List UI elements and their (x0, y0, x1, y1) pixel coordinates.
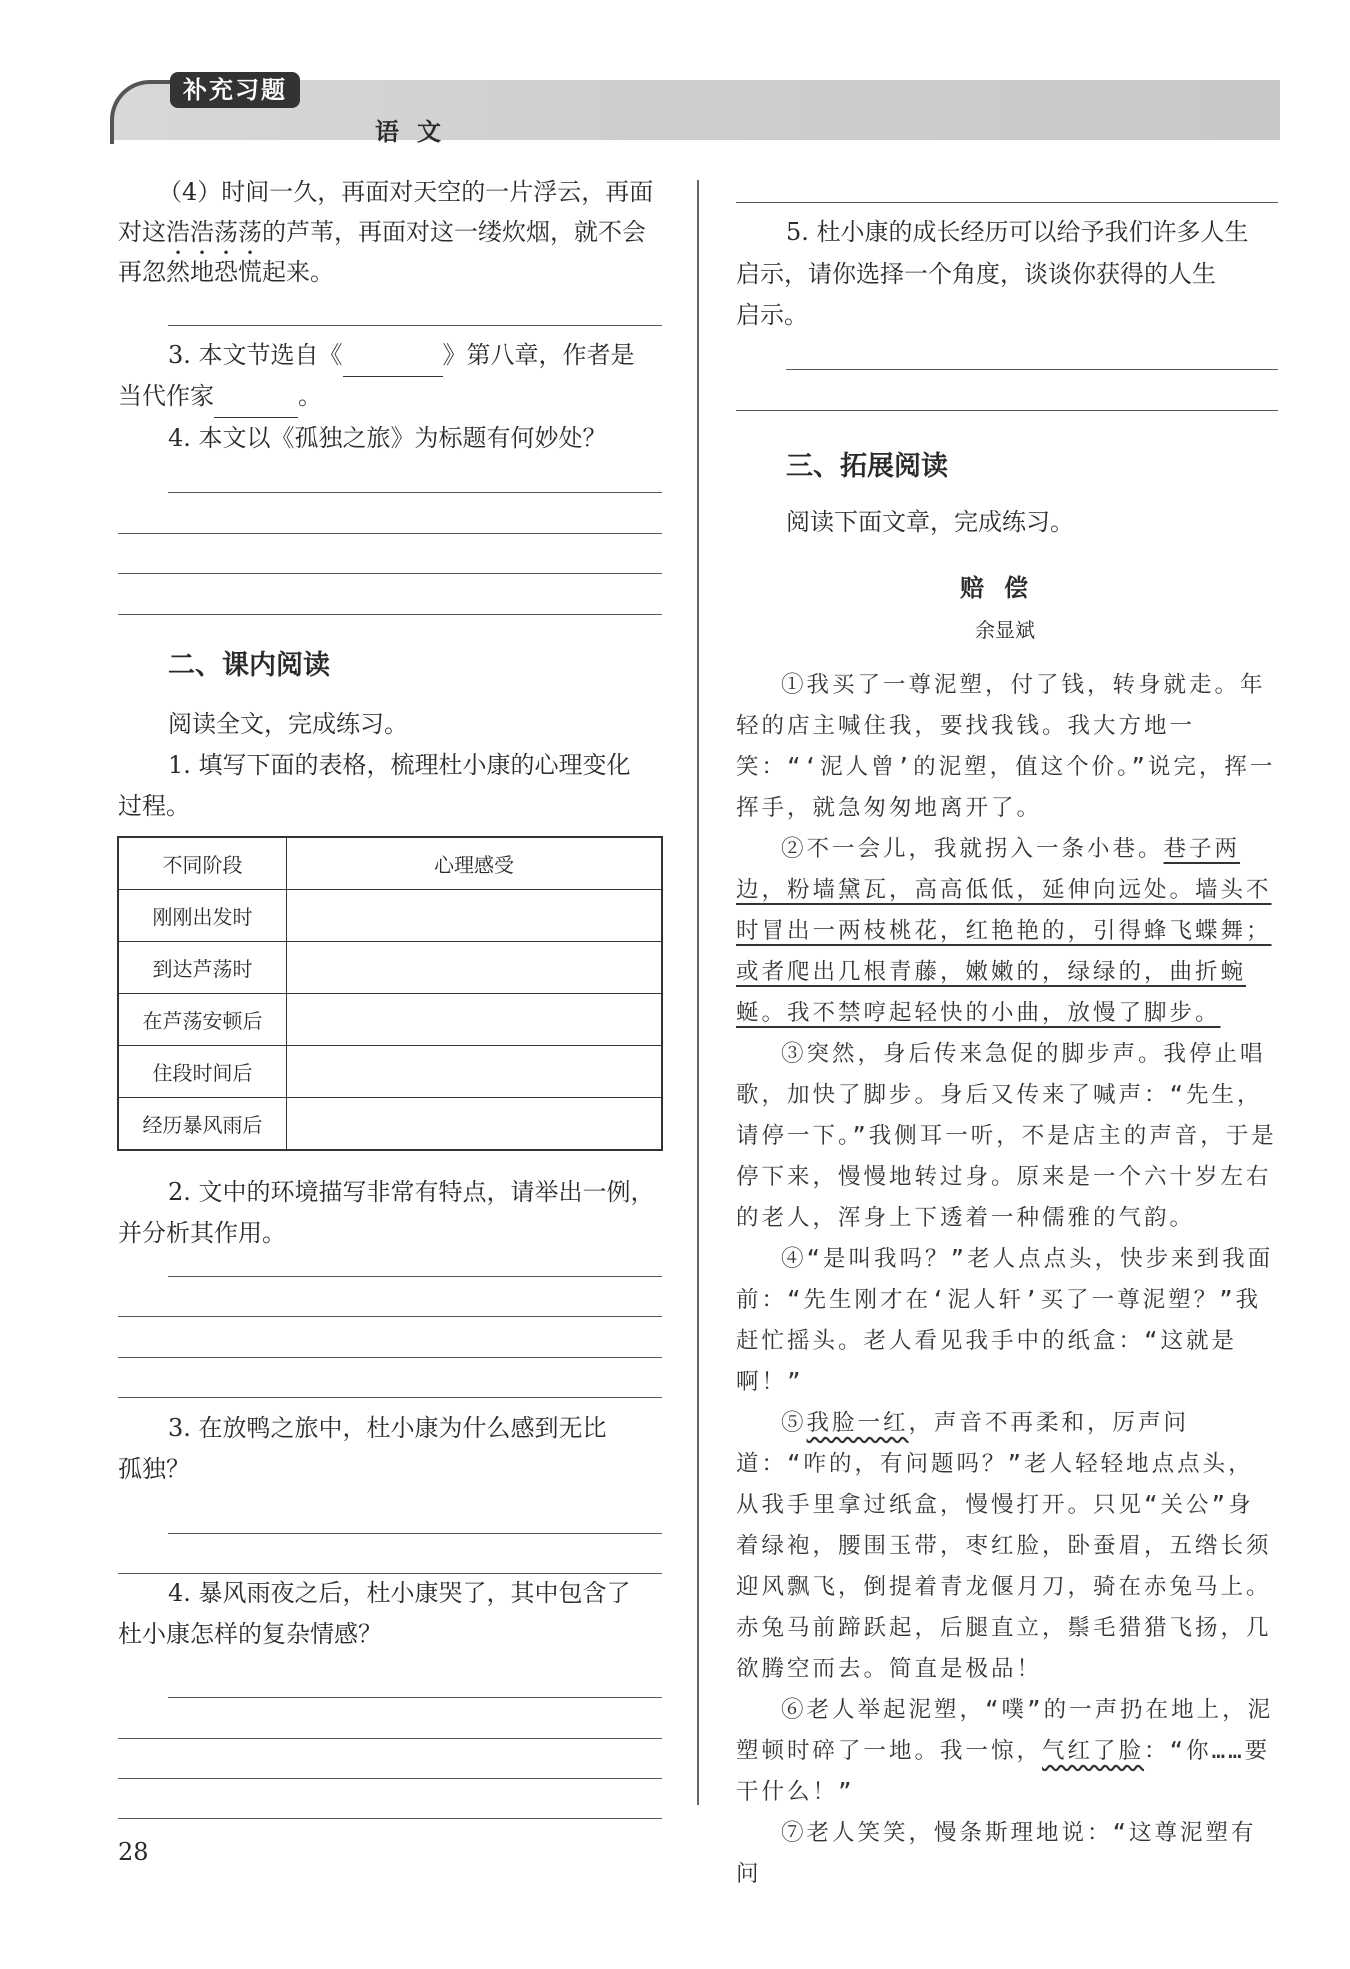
task-4-line2: 杜小康怎样的复杂情感？ (118, 1620, 382, 1648)
answer-line[interactable] (736, 202, 1278, 203)
blank-author[interactable] (214, 376, 298, 418)
answer-line[interactable] (118, 614, 662, 615)
header-subject: 语文 (375, 118, 459, 146)
task-4-line1: 4. 暴风雨夜之后，杜小康哭了，其中包含了 (168, 1579, 631, 1607)
stage-cell: 刚刚出发时 (118, 890, 287, 942)
stage-cell: 到达芦荡时 (118, 942, 287, 994)
answer-line[interactable] (168, 492, 662, 493)
section-2-instruction: 阅读全文，完成练习。 (168, 710, 408, 738)
paragraph-3: ③突然，身后传来急促的脚步声。我停止唱歌，加快了脚步。身后又传来了喊声：“先生，请停一下。”我侧耳一听，不是店主的声音，于是停下来，慢慢地转过身。原来是一个六十岁左右的老人，浑身上下透着一种儒雅的气韵。 (736, 1041, 1277, 1231)
underlined-passage: 巷子两边，粉墙黛瓦，高高低低，延伸向远处。墙头不时冒出一两枝桃花，红艳艳的，引得蜂飞蝶舞；或者爬出几根青藤，嫩嫩的，绿绿的，曲折蜿蜒。我不禁哼起轻快的小曲，放慢了脚步。 (736, 836, 1272, 1026)
section-3-heading: 三、拓展阅读 (786, 451, 948, 482)
answer-cell[interactable] (287, 994, 663, 1046)
answer-line[interactable] (168, 1276, 662, 1277)
question-5-line3: 启示。 (736, 301, 808, 329)
answer-line[interactable] (118, 1778, 662, 1779)
header-tag: 补充习题 (170, 72, 300, 108)
psychology-table (117, 836, 663, 1151)
task-3-line1: 3. 在放鸭之旅中，杜小康为什么感到无比 (168, 1414, 607, 1442)
item4-line2: 对这浩浩荡荡的芦苇，再面对这一缕炊烟，就不会 (118, 218, 646, 246)
answer-cell[interactable] (287, 1098, 663, 1151)
question-5-line2: 启示，请你选择一个角度，谈谈你获得的人生 (736, 260, 1216, 288)
answer-line[interactable] (118, 533, 662, 534)
article-title: 赔偿 (960, 573, 1048, 602)
stage-cell: 住段时间后 (118, 1046, 287, 1098)
answer-line[interactable] (736, 410, 1278, 411)
item4-line3: 再忽然地恐慌起来。 (118, 258, 334, 286)
section-2-heading: 二、课内阅读 (168, 650, 330, 681)
answer-line[interactable] (118, 1818, 662, 1819)
paragraph-5: ⑤我脸一红，声音不再柔和，厉声问道：“咋的，有问题吗？”老人轻轻地点点头，从我手里拿过纸盒，慢慢打开。只见“关公”身着绿袍，腰围玉带，枣红脸，卧蚕眉，五绺长须迎风飘飞，倒提着青龙偃月刀，骑在赤兔马上。赤兔马前蹄跃起，后腿直立，鬃毛猎猎飞扬，几欲腾空而去。简直是极品！ (736, 1410, 1272, 1682)
article-author: 余显斌 (975, 618, 1035, 642)
wavy-underlined-phrase: 我脸一红 (806, 1410, 909, 1436)
item4-line1: （4）时间一久，再面对天空的一片浮云，再面 (158, 178, 654, 206)
answer-line[interactable] (118, 1316, 662, 1317)
column-divider (697, 180, 699, 1805)
task-1-line2: 过程。 (118, 792, 190, 820)
stage-cell: 在芦荡安顿后 (118, 994, 287, 1046)
answer-cell[interactable] (287, 890, 663, 942)
answer-line[interactable] (118, 573, 662, 574)
paragraph-1: ①我买了一尊泥塑，付了钱，转身就走。年轻的店主喊住我，要找我钱。我大方地一笑：“‘泥人曾’的泥塑，值这个价。”说完，挥一挥手，就急匆匆地离开了。 (736, 672, 1276, 821)
answer-cell[interactable] (287, 942, 663, 994)
answer-line[interactable] (168, 1533, 662, 1534)
question-4: 4. 本文以《孤独之旅》为标题有何妙处？ (168, 424, 607, 452)
answer-line[interactable] (786, 369, 1278, 370)
wavy-underlined-phrase: 气红了脸 (1042, 1738, 1145, 1764)
paragraph-4: ④“是叫我吗？”老人点点头，快步来到我面前：“先生刚才在‘泥人轩’买了一尊泥塑？”我赶忙摇头。老人看见我手中的纸盒：“这就是啊！” (736, 1246, 1274, 1395)
answer-cell[interactable] (287, 1046, 663, 1098)
task-3-line2: 孤独？ (118, 1455, 190, 1483)
answer-line[interactable] (118, 1397, 662, 1398)
paragraph-6: ⑥老人举起泥塑，“噗”的一声扔在地上，泥塑顿时碎了一地。我一惊，气红了脸：“你……要干什么！” (736, 1697, 1274, 1805)
table-header: 心理感受 (287, 837, 663, 890)
answer-line[interactable] (168, 325, 662, 326)
stage-cell: 经历暴风雨后 (118, 1098, 287, 1151)
answer-line[interactable] (168, 1697, 662, 1698)
question-3-cont: 当代作家 。 (118, 376, 322, 418)
section-3-instruction: 阅读下面文章，完成练习。 (786, 508, 1074, 536)
question-5-line1: 5. 杜小康的成长经历可以给予我们许多人生 (786, 218, 1249, 246)
task-2-line1: 2. 文中的环境描写非常有特点，请举出一例， (168, 1178, 655, 1206)
header-curve-decoration (110, 80, 174, 144)
table-header: 不同阶段 (118, 837, 287, 890)
question-3: 3. 本文节选自《 》第八章，作者是 (168, 335, 635, 377)
blank-book-title[interactable] (343, 335, 443, 377)
page-number: 28 (118, 1838, 149, 1866)
paragraph-2: ②不一会儿，我就拐入一条小巷。巷子两边，粉墙黛瓦，高高低低，延伸向远处。墙头不时冒出一两枝桃花，红艳艳的，引得蜂飞蝶舞；或者爬出几根青藤，嫩嫩的，绿绿的，曲折蜿蜒。我不禁哼起轻快的小曲，放慢了脚步。 (736, 836, 1272, 1026)
answer-line[interactable] (118, 1738, 662, 1739)
answer-line[interactable] (118, 1357, 662, 1358)
paragraph-7: ⑦老人笑笑，慢条斯理地说：“这尊泥塑有问 (736, 1820, 1257, 1887)
task-1-line1: 1. 填写下面的表格，梳理杜小康的心理变化 (168, 751, 631, 779)
task-2-line2: 并分析其作用。 (118, 1219, 286, 1247)
article-body (736, 665, 1278, 1895)
